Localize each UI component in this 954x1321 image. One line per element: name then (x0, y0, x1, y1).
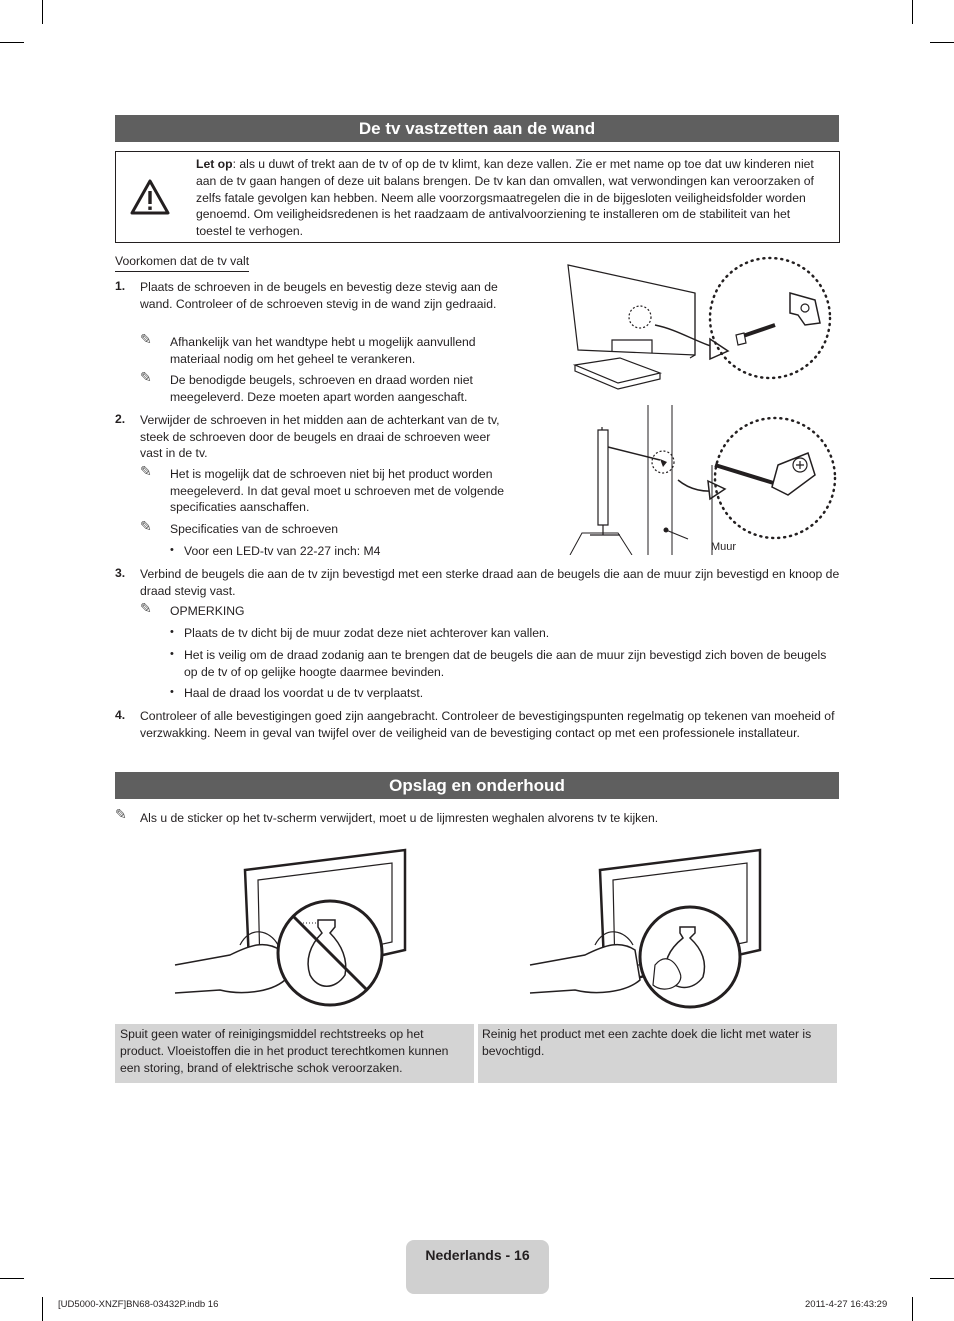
caption-box-right (478, 1024, 837, 1083)
crop-mark (912, 1297, 913, 1321)
subheading-prevent-fall: Voorkomen dat de tv valt (115, 253, 249, 272)
crop-mark (42, 1297, 43, 1321)
file-info: [UD5000-XNZF]BN68-03432P.indb 16 (58, 1299, 219, 1310)
tv-wire-side-illustration (560, 405, 845, 555)
step-number: 2. (115, 412, 126, 426)
section-title-storage: Opslag en onderhoud (115, 772, 839, 799)
step-text: Verwijder de schroeven in het midden aan de achterkant van de tv, steek de schroeven door de beugels en draai de schroeven weer vast in de tv. (140, 413, 500, 461)
step-number: 1. (115, 279, 126, 293)
bullet-text: Plaats de tv dicht bij de muur zodat deze niet achterover kan vallen. (184, 626, 550, 640)
warning-label: Let op (196, 157, 233, 171)
step-number: 4. (115, 708, 126, 722)
pencil-note-icon: ✎ (140, 600, 152, 616)
warning-body: : als u duwt of trekt aan de tv of op de tv klimt, kan deze vallen. Zie er met name op toe dat uw kinderen niet aan de tv gaan hangen of deze uit balans brengen. De tv kan dan omvallen, wat verwondingen kan veroorzaken of zelfs fatale gevolgen kan hebben. Neem alle voorzorgsmaatregelen die in de bijgesloten veiligheidsfolder worden genoemd. Om veiligheidsredenen is het raadzaam de antivalvoorziening te installeren om de stabiliteit van het toestel te verhogen. (196, 157, 814, 239)
warning-text (196, 156, 826, 240)
bullet-text: Haal de draad los voordat u de tv verplaatst. (184, 686, 424, 700)
tv-wall-bracket-illustration (560, 255, 840, 395)
bullet-text: Het is veilig om de draad zodanig aan te brengen dat de beugels die aan de muur zijn bevestigd zich boven de beugels op de tv of op gelijke hoogte daarmee bevinden. (184, 648, 827, 679)
bullet-dot: • (170, 686, 174, 698)
cleaning-cloth-allowed-illustration (525, 845, 775, 1015)
crop-mark (0, 1278, 24, 1279)
pencil-note-icon: ✎ (140, 369, 152, 385)
pencil-note-icon: ✎ (140, 331, 152, 347)
warning-triangle-icon (130, 179, 170, 215)
crop-mark (42, 0, 43, 24)
note-text: Specificaties van de schroeven (170, 522, 339, 536)
step-text: Verbind de beugels die aan de tv zijn bevestigd met een sterke draad aan de beugels die aan de muur zijn bevestigd en knoop de draad stevig vast. (140, 567, 840, 598)
pencil-note-icon: ✎ (140, 463, 152, 479)
caption-text: Reinig het product met een zachte doek die licht met water is bevochtigd. (482, 1027, 812, 1058)
crop-mark (912, 0, 913, 24)
bullet-dot: • (170, 626, 174, 638)
note-text: De benodigde beugels, schroeven en draad worden niet meegeleverd. Deze moeten apart worden aangeschaft. (170, 373, 473, 404)
caption-box-left (115, 1024, 474, 1083)
note-text: OPMERKING (170, 604, 245, 618)
caption-text: Spuit geen water of reinigingsmiddel rechtstreeks op het product. Vloeistoffen die in het product terechtkomen kunnen een storing, brand of elektrische schok veroorzaken. (120, 1027, 449, 1075)
pencil-note-icon: ✎ (140, 518, 152, 534)
note-text: Het is mogelijk dat de schroeven niet bij het product worden meegeleverd. In dat geval moet u schroeven met de volgende specificaties aanschaffen. (170, 467, 505, 515)
step-text: Controleer of alle bevestigingen goed zijn aangebracht. Controleer de bevestigingspunten regelmatig op tekenen van moeheid of verzwakking. Neem in geval van twijfel over de veiligheid van de bevestiging contact op met een professionele installateur. (140, 709, 835, 740)
crop-mark (930, 42, 954, 43)
crop-mark (0, 42, 24, 43)
page-number-tab (406, 1240, 549, 1294)
section-title-wall-mount: De tv vastzetten aan de wand (115, 115, 839, 142)
bullet-dot: • (170, 648, 174, 660)
warning-box (115, 151, 840, 243)
step-number: 3. (115, 566, 126, 580)
crop-mark (930, 1278, 954, 1279)
note-text: Afhankelijk van het wandtype hebt u mogelijk aanvullend materiaal nodig om het geheel te verankeren. (170, 335, 476, 366)
print-timestamp: 2011-4-27 16:43:29 (805, 1299, 888, 1310)
step-text: Plaats de schroeven in de beugels en bevestig deze stevig aan de wand. Controleer of de schroeven stevig in de wand zijn gedraaid. (140, 280, 498, 311)
note-text: Als u de sticker op het tv-scherm verwijdert, moet u de lijmresten weghalen alvorens tv te kijken. (140, 811, 659, 825)
pencil-note-icon: ✎ (115, 806, 127, 822)
wall-label: Muur (711, 541, 737, 553)
page-number: Nederlands - 16 (425, 1247, 530, 1263)
bullet-dot: • (170, 544, 174, 556)
cleaning-spray-prohibited-illustration (170, 845, 420, 1015)
bullet-text: Voor een LED-tv van 22-27 inch: M4 (184, 544, 381, 558)
